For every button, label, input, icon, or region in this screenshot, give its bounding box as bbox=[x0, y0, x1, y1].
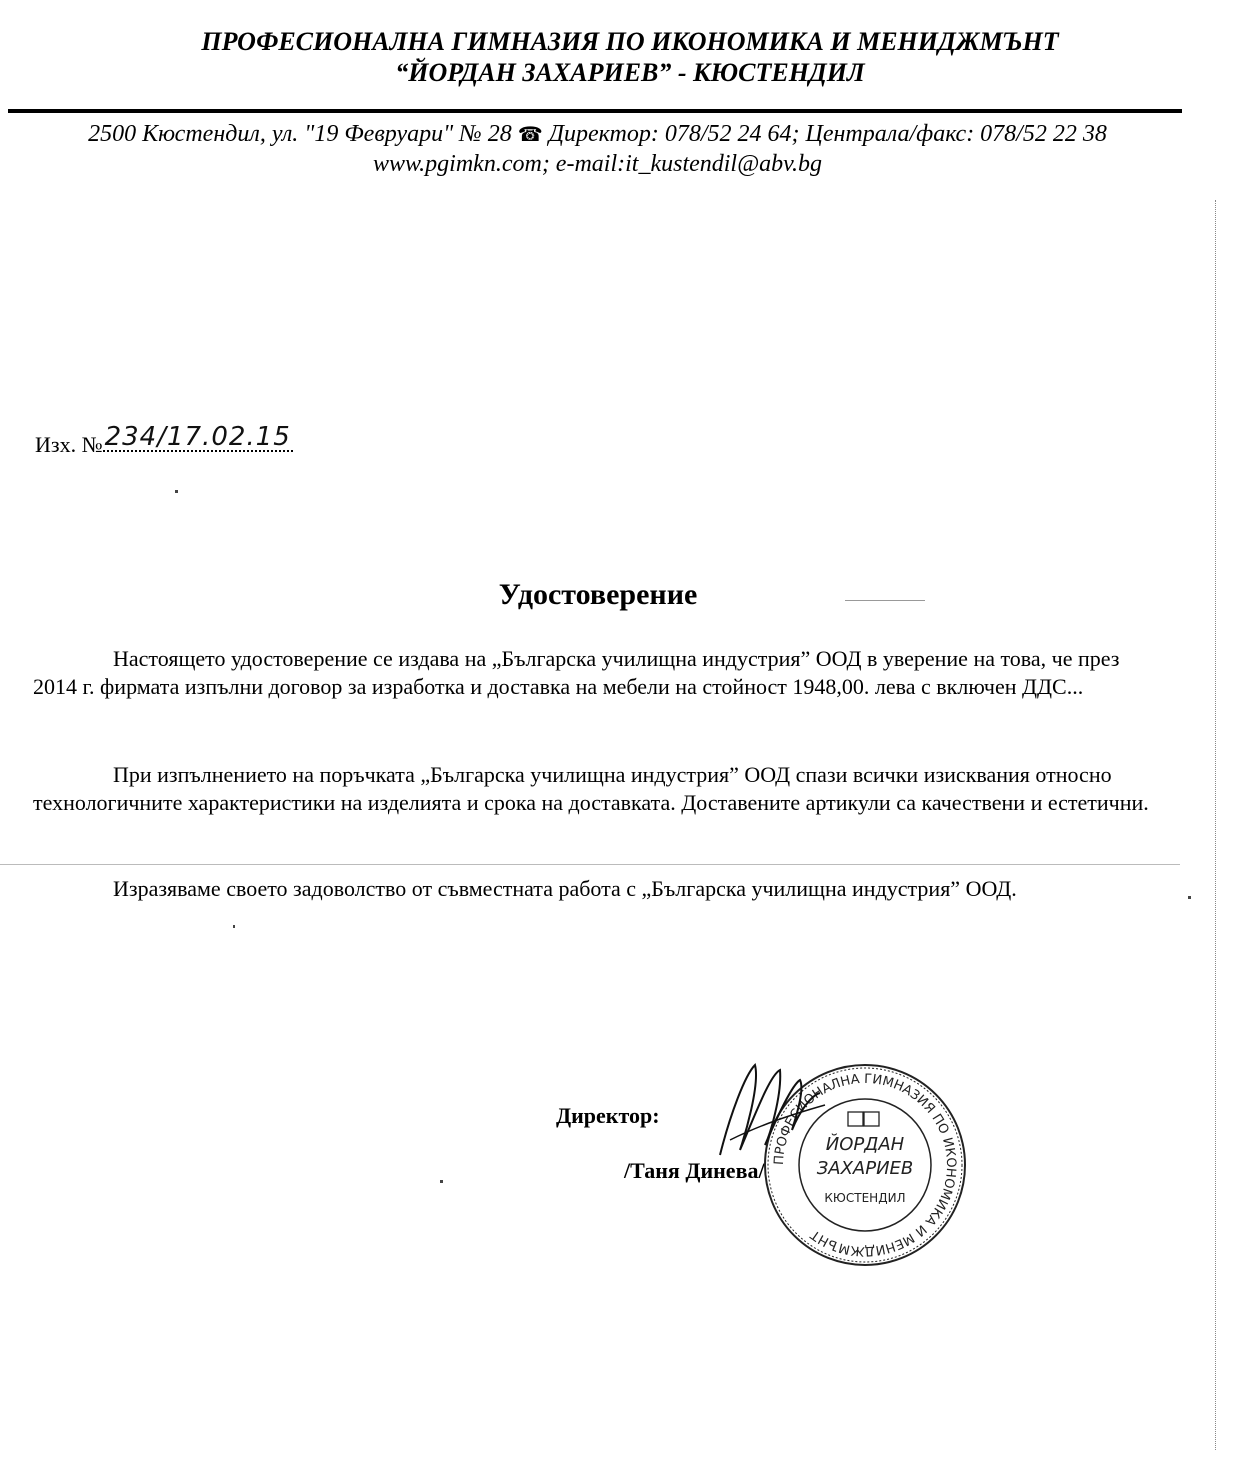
stamp-city: КЮСТЕНДИЛ bbox=[824, 1191, 906, 1205]
scan-edge-artifact bbox=[1215, 200, 1217, 1450]
director-label: Директор: bbox=[556, 1103, 660, 1128]
school-name-line1: ПРОФЕСИОНАЛНА ГИМНАЗИЯ ПО ИКОНОМИКА И МЕНИДЖМЪНТ bbox=[201, 27, 1059, 56]
paragraph-2: При изпълнението на поръчката „Българска училищна индустрия” ООД спази всички изисквания относно технологичните характеристики на изделията и срока на доставката. Доставените артикули са качествени и естетични. bbox=[33, 762, 1149, 815]
book-icon bbox=[848, 1112, 879, 1126]
telephone-icon: ☎ bbox=[517, 122, 543, 146]
outgoing-number-label: Изх. № bbox=[35, 432, 103, 457]
stamp-center-line2: ЗАХАРИЕВ bbox=[816, 1158, 914, 1179]
outgoing-number bbox=[35, 422, 293, 458]
scan-streak bbox=[0, 864, 1180, 865]
scan-speck bbox=[233, 925, 235, 928]
scan-speck bbox=[440, 1180, 443, 1183]
school-name-line2: “ЙОРДАН ЗАХАРИЕВ” - КЮСТЕНДИЛ bbox=[395, 58, 865, 87]
address-text: 2500 Кюстендил, ул. "19 Февруари" № 28 bbox=[88, 121, 512, 147]
outgoing-number-handwritten: 234/17.02.15 bbox=[104, 422, 291, 452]
handwritten-signature bbox=[700, 1045, 840, 1175]
stamp-center-line1: ЙОРДАН bbox=[825, 1134, 905, 1155]
scan-speck bbox=[1188, 896, 1191, 899]
stamp-outer-text: ПРОФЕСИОНАЛНА ГИМНАЗИЯ ПО ИКОНОМИКА И МЕНИДЖМЪНТ bbox=[771, 1071, 959, 1259]
phones-text: Директор: 078/52 24 64; Централа/факс: 078/52 22 38 bbox=[548, 121, 1107, 147]
paragraph-3: Изразяваме своето задоволство от съвместната работа с „Българска училищна индустрия” ООД. bbox=[113, 876, 1017, 901]
header-divider bbox=[8, 109, 1182, 113]
web-email-line: www.pgimkn.com; e-mail:it_kustendil@abv.bg bbox=[372, 151, 823, 177]
document-title: Удостоверение bbox=[498, 578, 698, 611]
paragraph-1: Настоящето удостоверение се издава на „Българска училищна индустрия” ООД в уверение на това, че през 2014 г. фирмата изпълни договор за изработка и доставка на мебели на стойност 1948,00. лева с включен ДДС... bbox=[33, 646, 1120, 699]
outgoing-number-field bbox=[103, 422, 293, 452]
scan-streak bbox=[845, 600, 925, 601]
scan-speck bbox=[175, 490, 178, 493]
director-name: /Таня Динева/ bbox=[624, 1158, 765, 1183]
contact-line bbox=[0, 120, 1195, 149]
